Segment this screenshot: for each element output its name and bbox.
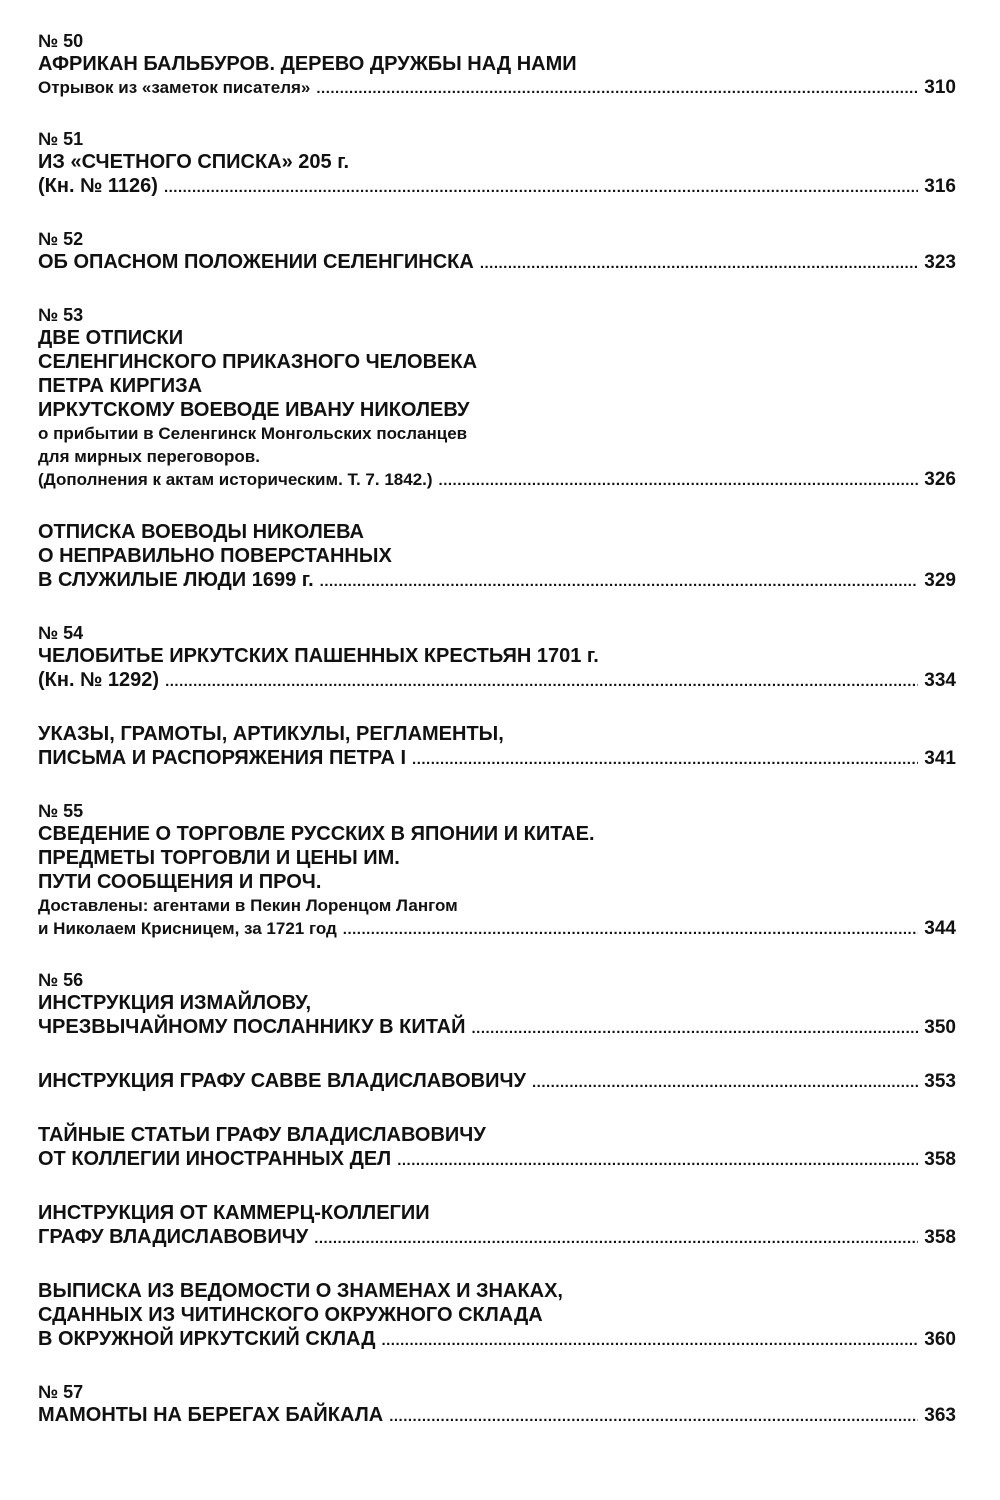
entry-title-line: ДВЕ ОТПИСКИ — [38, 327, 184, 349]
dot-leader — [316, 77, 918, 100]
entry-title-last-line — [38, 1015, 956, 1041]
entry-number: № 56 — [38, 970, 84, 990]
page-number: 334 — [924, 670, 956, 691]
entry-title-last-line — [38, 1225, 956, 1251]
entry-number: № 57 — [38, 1382, 84, 1402]
page-number: 353 — [924, 1071, 956, 1092]
toc-entry — [38, 304, 956, 492]
entry-title-text: ОБ ОПАСНОМ ПОЛОЖЕНИИ СЕЛЕНГИНСКА — [38, 251, 474, 273]
entry-title-last-line — [38, 76, 956, 100]
dot-leader — [412, 748, 918, 772]
entry-title-line: ИРКУТСКОМУ ВОЕВОДЕ ИВАНУ НИКОЛЕВУ — [38, 399, 470, 421]
toc-entry — [38, 1069, 956, 1095]
toc-entry — [38, 30, 956, 100]
entry-title-last-line — [38, 250, 956, 276]
page-number: 341 — [924, 748, 956, 769]
entry-title-line: ИНСТРУКЦИЯ ИЗМАЙЛОВУ, — [38, 992, 312, 1014]
dot-leader — [532, 1071, 918, 1095]
entry-title-text: В ОКРУЖНОЙ ИРКУТСКИЙ СКЛАД — [38, 1328, 376, 1350]
toc-entry — [38, 622, 956, 694]
entry-number: № 55 — [38, 801, 84, 821]
dot-leader — [314, 1227, 918, 1251]
page-number: 358 — [924, 1149, 956, 1170]
entry-title-text: Отрывок из «заметок писателя» — [38, 78, 311, 97]
toc-entry — [38, 1279, 956, 1353]
page-number: 323 — [924, 252, 956, 273]
toc-entry — [38, 722, 956, 772]
entry-title-text: ЧРЕЗВЫЧАЙНОМУ ПОСЛАННИКУ В КИТАЙ — [38, 1016, 466, 1038]
page-number: 310 — [924, 77, 956, 98]
entry-title-text: В СЛУЖИЛЫЕ ЛЮДИ 1699 г. — [38, 569, 314, 591]
entry-title-line: О НЕПРАВИЛЬНО ПОВЕРСТАННЫХ — [38, 545, 392, 567]
dot-leader — [389, 1405, 918, 1429]
entry-title-text: (Дополнения к актам историческим. Т. 7. 1842.) — [38, 470, 433, 489]
dot-leader — [343, 918, 919, 941]
entry-title-text: ГРАФУ ВЛАДИСЛАВОВИЧУ — [38, 1226, 309, 1248]
entry-title-line: АФРИКАН БАЛЬБУРОВ. ДЕРЕВО ДРУЖБЫ НАД НАМИ — [38, 53, 577, 75]
page-number: 350 — [924, 1017, 956, 1038]
entry-number: № 53 — [38, 305, 84, 325]
entry-title-line: СДАННЫХ ИЗ ЧИТИНСКОГО ОКРУЖНОГО СКЛАДА — [38, 1304, 543, 1326]
entry-title-text: и Николаем Крисницем, за 1721 год — [38, 919, 337, 938]
entry-title-line: СВЕДЕНИЕ О ТОРГОВЛЕ РУССКИХ В ЯПОНИИ И КИТАЕ. — [38, 823, 595, 845]
entry-title-line: ВЫПИСКА ИЗ ВЕДОМОСТИ О ЗНАМЕНАХ И ЗНАКАХ, — [38, 1280, 563, 1302]
entry-title-text: МАМОНТЫ НА БЕРЕГАХ БАЙКАЛА — [38, 1404, 384, 1426]
page-number: 360 — [924, 1329, 956, 1350]
entry-number: № 52 — [38, 229, 84, 249]
page-number: 329 — [924, 570, 956, 591]
dot-leader — [381, 1329, 918, 1353]
toc-entry — [38, 128, 956, 200]
entry-title-last-line — [38, 568, 956, 594]
dot-leader — [472, 1017, 919, 1041]
table-of-contents — [38, 30, 956, 1457]
entry-title-last-line — [38, 668, 956, 694]
toc-entry — [38, 800, 956, 941]
page-number: 316 — [924, 176, 956, 197]
dot-leader — [397, 1149, 918, 1173]
entry-title-last-line — [38, 468, 956, 492]
entry-title-line: для мирных переговоров. — [38, 447, 260, 466]
entry-number: № 54 — [38, 623, 84, 643]
entry-title-line: ОТПИСКА ВОЕВОДЫ НИКОЛЕВА — [38, 521, 364, 543]
entry-title-line: ПУТИ СООБЩЕНИЯ И ПРОЧ. — [38, 871, 322, 893]
entry-title-last-line — [38, 746, 956, 772]
page-number: 326 — [924, 469, 956, 490]
entry-number: № 50 — [38, 31, 84, 51]
dot-leader — [165, 670, 918, 694]
toc-entry — [38, 1381, 956, 1429]
entry-title-line: ЧЕЛОБИТЬЕ ИРКУТСКИХ ПАШЕННЫХ КРЕСТЬЯН 1701 г. — [38, 645, 599, 667]
entry-title-text: ОТ КОЛЛЕГИИ ИНОСТРАННЫХ ДЕЛ — [38, 1148, 392, 1170]
entry-title-line: Доставлены: агентами в Пекин Лоренцом Лангом — [38, 896, 458, 915]
page-number: 344 — [924, 918, 956, 939]
toc-entry — [38, 520, 956, 594]
entry-title-text: ПИСЬМА И РАСПОРЯЖЕНИЯ ПЕТРА I — [38, 747, 407, 769]
entry-title-line: УКАЗЫ, ГРАМОТЫ, АРТИКУЛЫ, РЕГЛАМЕНТЫ, — [38, 723, 504, 745]
dot-leader — [320, 570, 919, 594]
entry-title-last-line — [38, 1147, 956, 1173]
entry-title-text: ИНСТРУКЦИЯ ГРАФУ САВВЕ ВЛАДИСЛАВОВИЧУ — [38, 1070, 526, 1092]
dot-leader — [439, 469, 919, 492]
entry-title-line: ПЕТРА КИРГИЗА — [38, 375, 203, 397]
dot-leader — [480, 252, 918, 276]
entry-title-line: СЕЛЕНГИНСКОГО ПРИКАЗНОГО ЧЕЛОВЕКА — [38, 351, 478, 373]
entry-title-last-line — [38, 1069, 956, 1095]
toc-entry — [38, 1201, 956, 1251]
toc-entry — [38, 1123, 956, 1173]
entry-title-line: о прибытии в Селенгинск Монгольских посланцев — [38, 424, 468, 443]
toc-entry — [38, 228, 956, 276]
entry-number: № 51 — [38, 129, 84, 149]
entry-title-last-line — [38, 1327, 956, 1353]
entry-title-line: ТАЙНЫЕ СТАТЬИ ГРАФУ ВЛАДИСЛАВОВИЧУ — [38, 1124, 486, 1146]
entry-title-text: (Кн. № 1126) — [38, 175, 158, 197]
entry-title-line: ИЗ «СЧЕТНОГО СПИСКА» 205 г. — [38, 151, 350, 173]
entry-title-text: (Кн. № 1292) — [38, 669, 160, 691]
dot-leader — [164, 176, 918, 200]
page-number: 358 — [924, 1227, 956, 1248]
entry-title-last-line — [38, 917, 956, 941]
entry-title-last-line — [38, 1403, 956, 1429]
entry-title-line: ПРЕДМЕТЫ ТОРГОВЛИ И ЦЕНЫ ИМ. — [38, 847, 400, 869]
toc-entry — [38, 969, 956, 1041]
entry-title-last-line — [38, 174, 956, 200]
page-number: 363 — [924, 1405, 956, 1426]
entry-title-line: ИНСТРУКЦИЯ ОТ КАММЕРЦ-КОЛЛЕГИИ — [38, 1202, 430, 1224]
